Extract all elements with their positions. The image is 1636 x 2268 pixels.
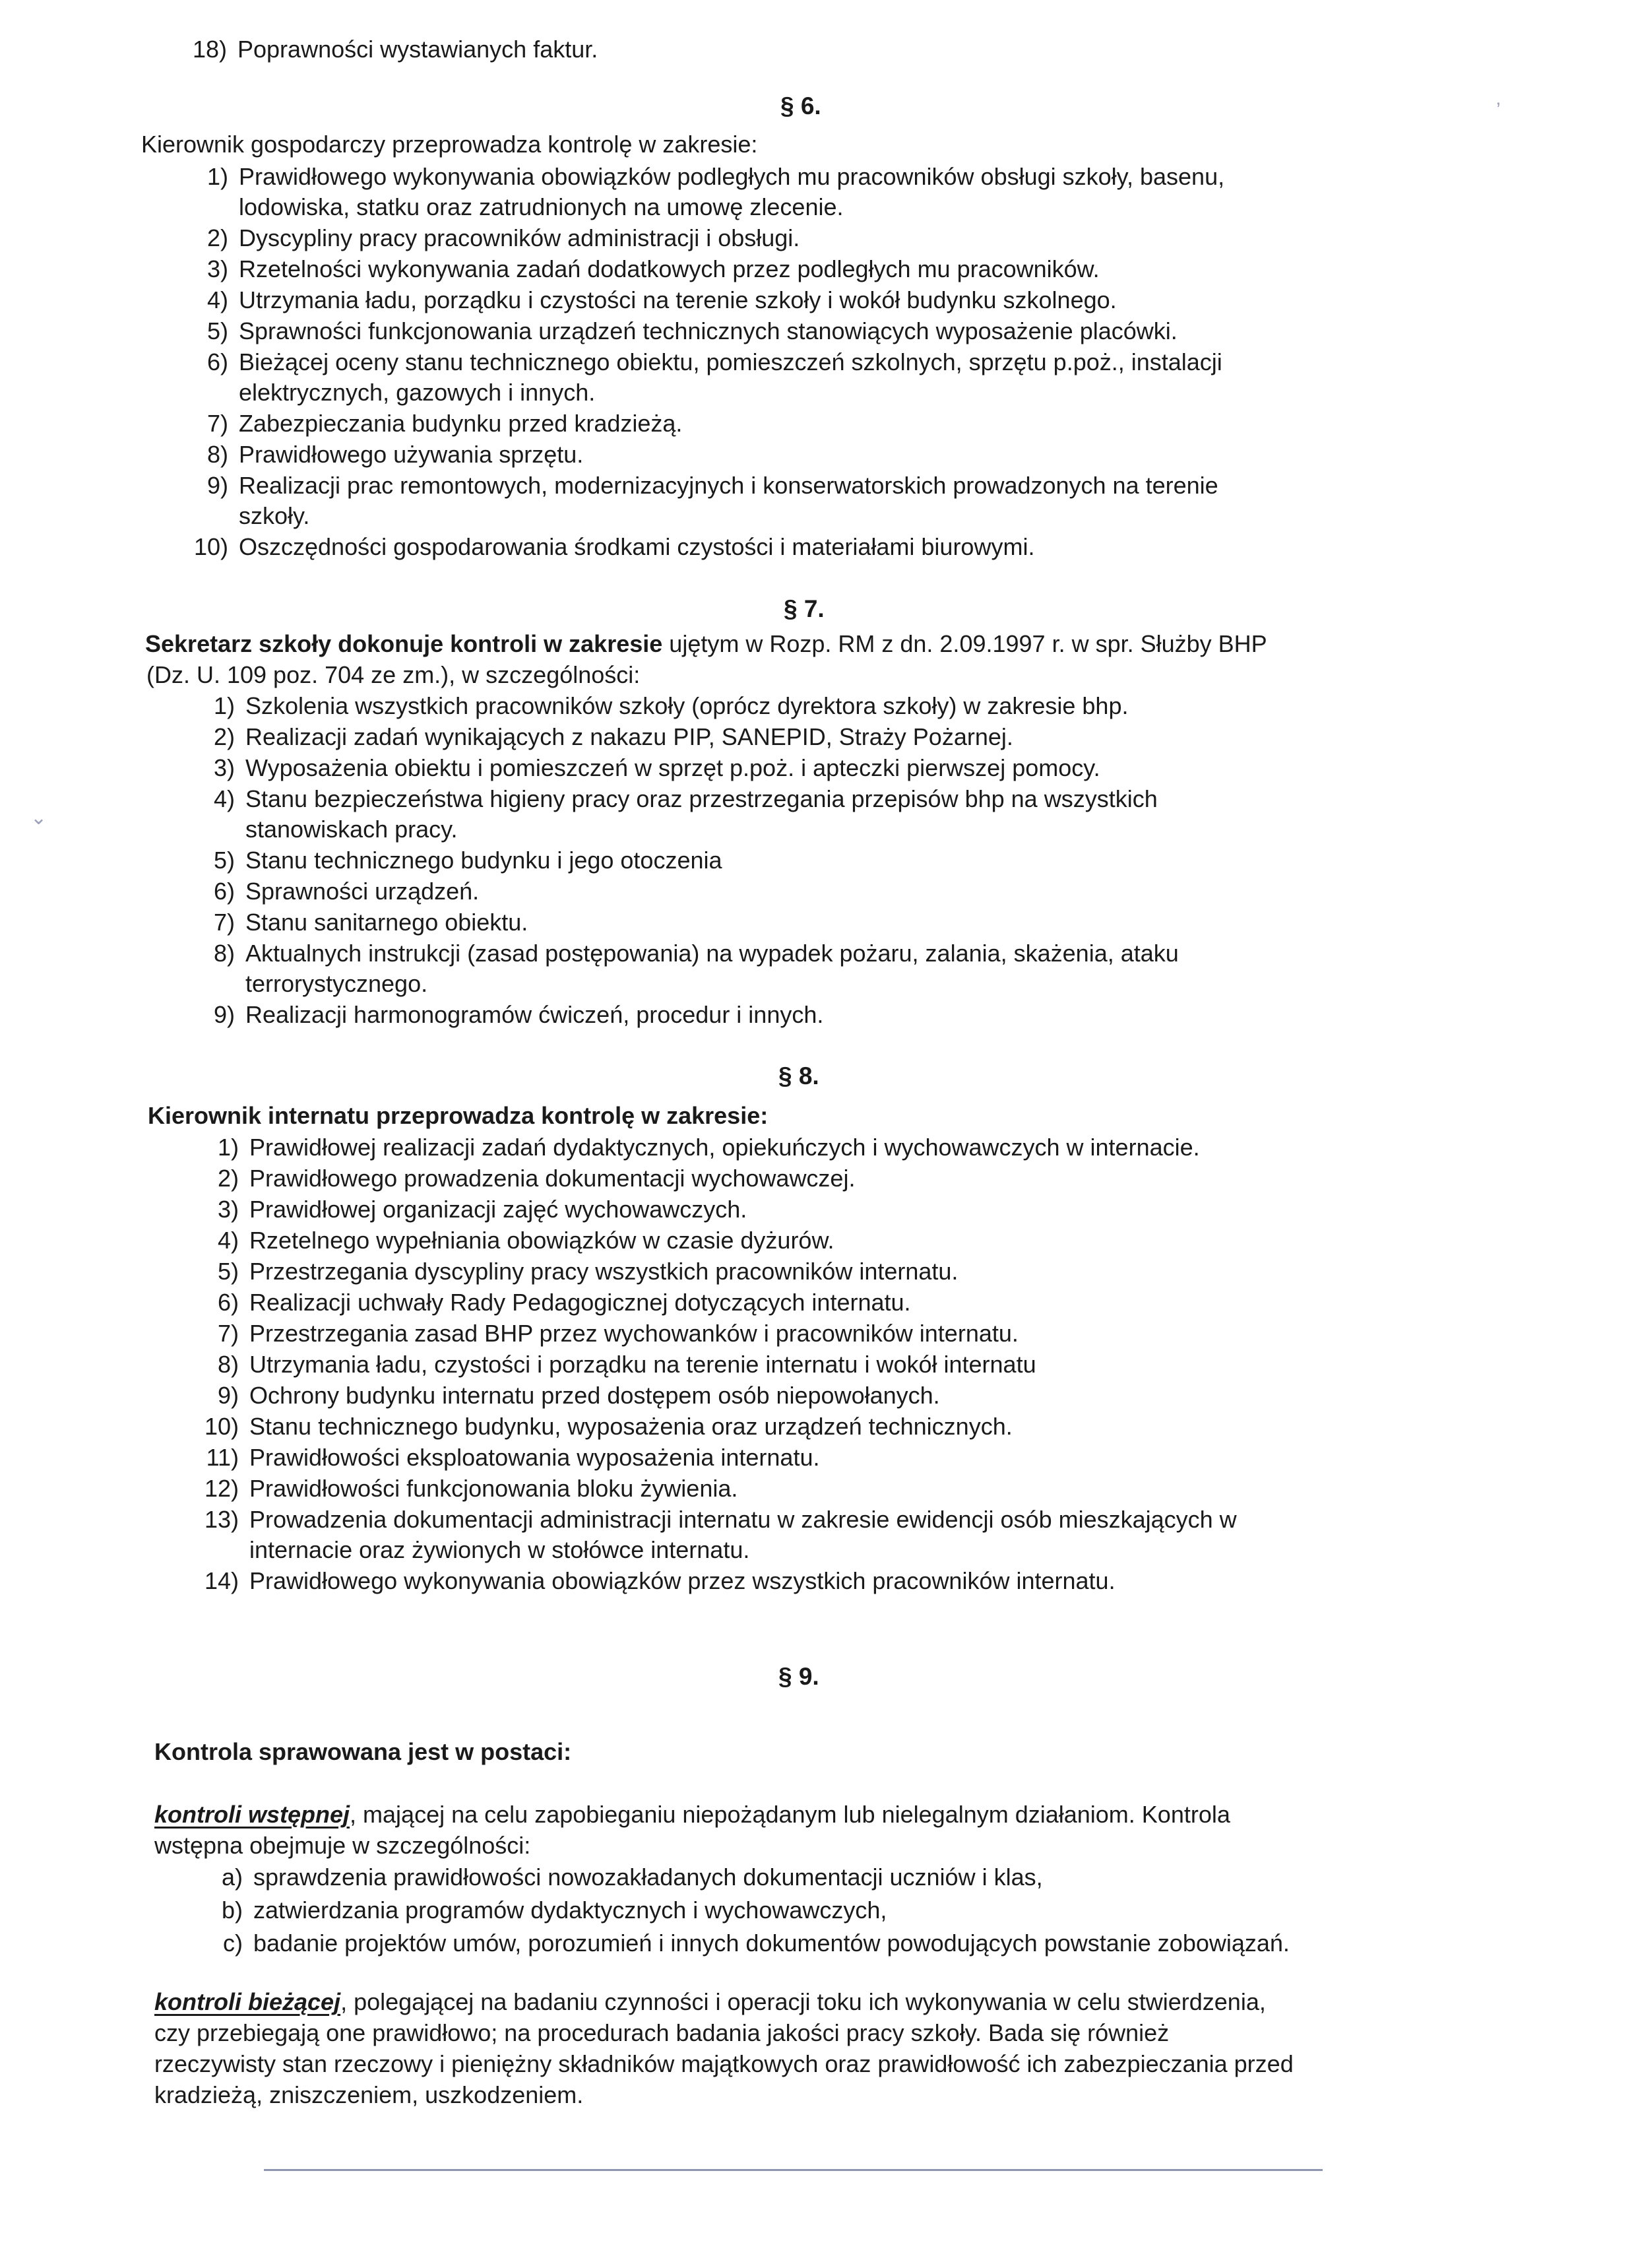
list-item-text: Prawidłowej organizacji zajęć wychowawczych. [249, 1196, 747, 1223]
list-item [221, 1895, 887, 1926]
list-item-text: Prawidłowego prowadzenia dokumentacji wychowawczej. [249, 1165, 856, 1192]
section-7-intro-rest: ujętym w Rozp. RM z dn. 2.09.1997 r. w spr. Służby BHP [662, 630, 1267, 657]
list-item [206, 162, 1225, 222]
list-item-text: Oszczędności gospodarowania środkami czystości i materiałami biurowymi. [239, 533, 1035, 560]
list-item [213, 722, 1013, 752]
list-item-number: 7) [217, 1320, 239, 1347]
list-item [213, 907, 528, 938]
list-item-number: 1) [217, 1134, 239, 1161]
kontrola-biezaca-line: czy przebiegają one prawidłowo; na procedurach badania jakości pracy szkoły. Bada się również [154, 2019, 1170, 2046]
list-item-number: 13) [204, 1506, 239, 1533]
list-item-text: Aktualnych instrukcji (zasad postępowania) na wypadek pożaru, zalania, skażenia, ataku terrorystycznego. [245, 940, 1179, 997]
list-item-number: 11) [206, 1444, 239, 1471]
list-item [213, 876, 480, 907]
list-item-text: Rzetelności wykonywania zadań dodatkowych przez podległych mu pracowników. [239, 255, 1100, 282]
list-item-number: 14) [204, 1567, 239, 1594]
list-item-number: c) [223, 1929, 243, 1957]
section-7-heading: § 7. [784, 595, 825, 622]
list-item-text: Stanu technicznego budynku, wyposażenia oraz urządzeń technicznych. [249, 1413, 1013, 1440]
section-6-heading: § 6. [780, 92, 821, 119]
list-item-number: 6) [206, 348, 228, 375]
list-item-text: Przestrzegania zasad BHP przez wychowanków i pracowników internatu. [249, 1320, 1019, 1347]
list-item-number: 4) [217, 1227, 239, 1254]
kontrola-biezaca-line: rzeczywisty stan rzeczowy i pieniężny składników majątkowych oraz prawidłowość ich zabezpieczania przed [154, 2050, 1294, 2077]
list-item-text: Ochrony budynku internatu przed dostępem osób niepowołanych. [249, 1382, 940, 1409]
section-7-intro-line2: (Dz. U. 109 poz. 704 ze zm.), w szczególności: [146, 661, 641, 688]
kontrola-wstepna-line2: wstępna obejmuje w szczególności: [154, 1832, 531, 1859]
list-item [206, 285, 1117, 315]
list-item [204, 1566, 1116, 1596]
list-item [217, 1349, 1036, 1380]
list-item-text: Stanu technicznego budynku i jego otoczenia [245, 847, 722, 874]
list-item-number: b) [221, 1896, 243, 1924]
list-item-number: 5) [217, 1258, 239, 1285]
list-item-number: 1) [206, 163, 228, 190]
list-item [217, 1256, 959, 1287]
list-item [223, 1928, 1290, 1959]
scan-mark-icon: ⌄ [30, 807, 47, 829]
list-item [206, 254, 1100, 284]
list-item [221, 1862, 1043, 1893]
list-item-number: 3) [213, 754, 235, 781]
list-item-number: 3) [217, 1196, 239, 1223]
list-item-number: 7) [206, 410, 228, 437]
list-item [217, 1163, 856, 1194]
list-item-number: 9) [213, 1001, 235, 1028]
section-8-heading: § 8. [778, 1062, 819, 1089]
list-item-number: a) [221, 1863, 243, 1891]
list-item-text: Utrzymania ładu, porządku i czystości na terenie szkoły i wokół budynku szkolnego. [239, 286, 1117, 313]
list-item-text: Zabezpieczania budynku przed kradzieżą. [239, 410, 683, 437]
list-item [213, 1000, 824, 1030]
list-item [217, 1132, 1200, 1163]
list-item-text: Bieżącej oceny stanu technicznego obiektu, pomieszczeń szkolnych, sprzętu p.poż., instalacji elektrycznych, gazowych i innych. [239, 348, 1222, 406]
list-item-number: 2) [213, 723, 235, 750]
list-item-number: 5) [213, 847, 235, 874]
list-item-text: Prawidłowego używania sprzętu. [239, 441, 584, 468]
list-item-text: sprawdzenia prawidłowości nowozakładanych dokumentacji uczniów i klas, [253, 1863, 1043, 1891]
bottom-rule [264, 2169, 1323, 2171]
list-item-number: 5) [206, 317, 228, 344]
list-item-number: 2) [217, 1165, 239, 1192]
list-item-number: 6) [217, 1289, 239, 1316]
scan-mark-icon: ’ [1496, 99, 1501, 121]
kontrola-biezaca-line: kradzieżą, zniszczeniem, uszkodzeniem. [154, 2081, 584, 2108]
list-item-text: Prawidłowego wykonywania obowiązków podległych mu pracowników obsługi szkoły, basenu, lodowiska, statku oraz zatrudnionych na umowę zlecenie. [239, 163, 1225, 220]
section-7-intro-bold: Sekretarz szkoły dokonuje kontroli w zakresie [145, 630, 663, 657]
list-item-number: 7) [213, 909, 235, 936]
list-item [213, 691, 1129, 721]
list-item-number: 9) [206, 472, 228, 499]
section-6-intro: Kierownik gospodarczy przeprowadza kontrolę w zakresie: [141, 131, 758, 158]
list-item-text: Stanu sanitarnego obiektu. [245, 909, 528, 936]
list-item [217, 1380, 940, 1411]
list-item-text: Rzetelnego wypełniania obowiązków w czasie dyżurów. [249, 1227, 834, 1254]
list-item [206, 439, 584, 470]
list-item [206, 408, 683, 439]
list-item [213, 753, 1100, 783]
list-item [193, 532, 1035, 562]
list-item-text: Przestrzegania dyscypliny pracy wszystkich pracowników internatu. [249, 1258, 959, 1285]
list-item [217, 1225, 834, 1256]
section-9-intro: Kontrola sprawowana jest w postaci: [154, 1738, 572, 1765]
list-item-number: 8) [206, 441, 228, 468]
list-item-text: Prawidłowej realizacji zadań dydaktycznych, opiekuńczych i wychowawczych w internacie. [249, 1134, 1200, 1161]
list-item [217, 1318, 1019, 1349]
list-item-number: 3) [206, 255, 228, 282]
list-item-text: Utrzymania ładu, czystości i porządku na terenie internatu i wokół internatu [249, 1351, 1036, 1378]
list-item-text: Realizacji prac remontowych, modernizacyjnych i konserwatorskich prowadzonych na terenie szkoły. [239, 472, 1218, 529]
list-item-text: Dyscypliny pracy pracowników administracji i obsługi. [239, 224, 800, 251]
list-item-number: 8) [213, 940, 235, 967]
kontrola-biezaca-rest: , polegającej na badaniu czynności i operacji toku ich wykonywania w celu stwierdzenia, [340, 1988, 1266, 2015]
list-item-number: 1) [213, 692, 235, 719]
list-item-text: badanie projektów umów, porozumień i innych dokumentów powodujących powstanie zobowiązań. [253, 1929, 1290, 1957]
list-item [206, 316, 1178, 346]
list-item-text: Realizacji harmonogramów ćwiczeń, procedur i innych. [245, 1001, 824, 1028]
list-item-number: 9) [217, 1382, 239, 1409]
list-item [206, 470, 1218, 531]
list-item [213, 938, 1179, 999]
list-item [204, 1474, 738, 1504]
list-item [206, 1442, 820, 1473]
list-item-text: Prawidłowości eksploatowania wyposażenia internatu. [249, 1444, 820, 1471]
kontrola-wstepna-term: kontroli wstępnej [154, 1801, 350, 1828]
section-7-intro [145, 629, 1267, 659]
list-item-number: 10) [204, 1413, 239, 1440]
list-item-number: 6) [213, 878, 235, 905]
list-item-text: Prawidłowego wykonywania obowiązków przez wszystkich pracowników internatu. [249, 1567, 1116, 1594]
list-item-number: 12) [204, 1475, 239, 1502]
list-item-text: Sprawności funkcjonowania urządzeń technicznych stanowiących wyposażenie placówki. [239, 317, 1178, 344]
kontrola-biezaca-paragraph [154, 1987, 1266, 2017]
list-item [206, 223, 800, 253]
section-9-heading: § 9. [778, 1663, 819, 1690]
list-item-number: 10) [193, 533, 228, 560]
list-item-text: Realizacji uchwały Rady Pedagogicznej dotyczących internatu. [249, 1289, 911, 1316]
list-item [204, 1505, 1237, 1565]
list-item [213, 784, 1158, 845]
list-item-number: 8) [217, 1351, 239, 1378]
list-item-number: 4) [206, 286, 228, 313]
list-item-text: Sprawności urządzeń. [245, 878, 480, 905]
list-item [217, 1194, 747, 1225]
list-item-text: Prawidłowości funkcjonowania bloku żywienia. [249, 1475, 738, 1502]
list-item-text: zatwierdzania programów dydaktycznych i wychowawczych, [253, 1896, 887, 1924]
list-item-text: Szkolenia wszystkich pracowników szkoły (oprócz dyrektora szkoły) w zakresie bhp. [245, 692, 1129, 719]
list-item-number: 2) [206, 224, 228, 251]
list-item-text: Prowadzenia dokumentacji administracji internatu w zakresie ewidencji osób mieszkających w internacie oraz żywionych w stołówce internatu. [249, 1506, 1237, 1563]
section-8-intro: Kierownik internatu przeprowadza kontrolę w zakresie: [148, 1102, 769, 1129]
list-item [213, 845, 722, 876]
list-item-text: Wyposażenia obiektu i pomieszczeń w sprzęt p.poż. i apteczki pierwszej pomocy. [245, 754, 1100, 781]
kontrola-wstepna-paragraph [154, 1799, 1230, 1830]
list-item [217, 1287, 911, 1318]
list-item-text: Stanu bezpieczeństwa higieny pracy oraz przestrzegania przepisów bhp na wszystkich stanowiskach pracy. [245, 785, 1158, 843]
list-item-number: 4) [213, 785, 235, 812]
kontrola-wstepna-rest: , mającej na celu zapobieganiu niepożądanym lub nielegalnym działaniom. Kontrola [350, 1801, 1230, 1828]
list-item [204, 1411, 1013, 1442]
list-item [206, 347, 1222, 408]
list-item-text: Realizacji zadań wynikających z nakazu PIP, SANEPID, Straży Pożarnej. [245, 723, 1013, 750]
kontrola-biezaca-term: kontroli bieżącej [154, 1988, 341, 2015]
list-item: 18) Poprawności wystawianych faktur. [192, 36, 598, 63]
